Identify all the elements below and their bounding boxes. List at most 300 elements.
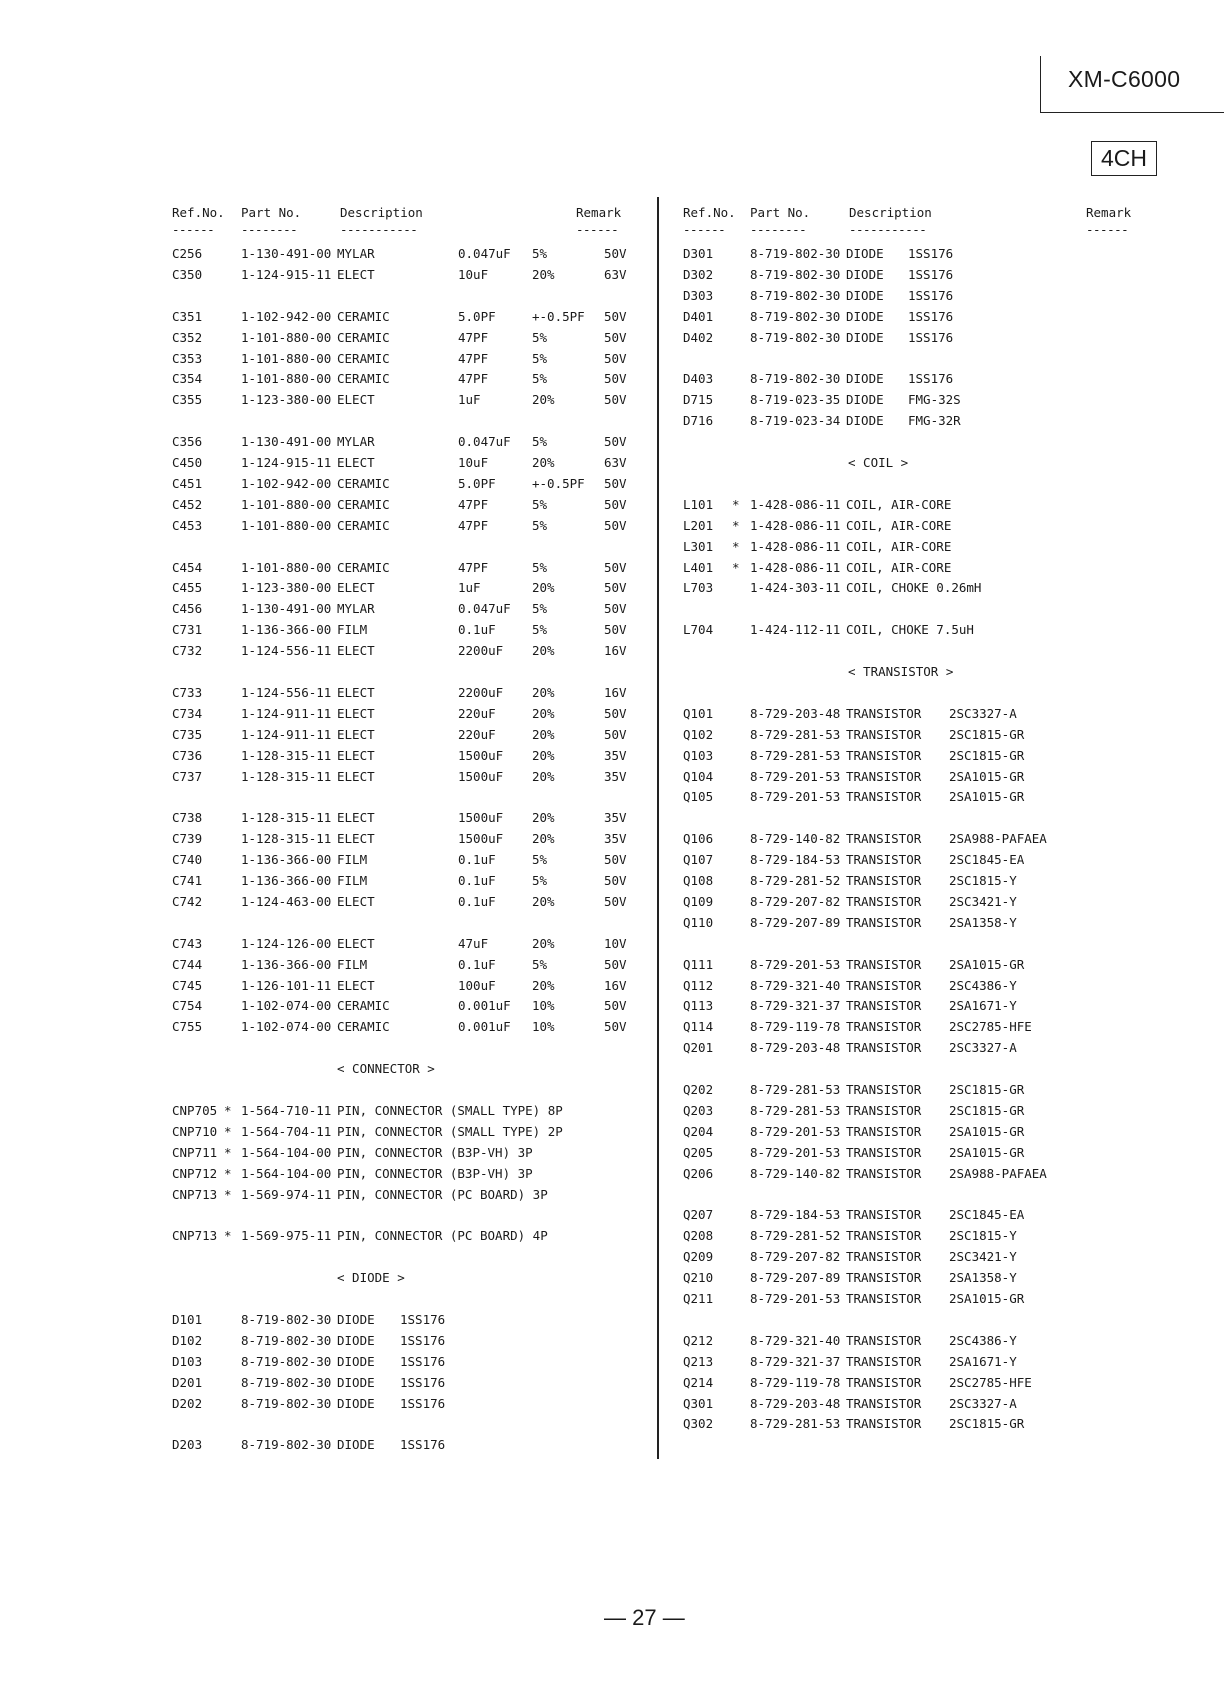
part-description: PIN, CONNECTOR (SMALL TYPE) 8P bbox=[337, 1103, 563, 1118]
part-type: TRANSISTOR bbox=[846, 978, 922, 993]
part-number: 1-101-880-00 bbox=[241, 518, 332, 533]
header-description: Description bbox=[849, 205, 932, 220]
part-value: 2SC1845-EA bbox=[949, 852, 1025, 867]
part-type: TRANSISTOR bbox=[846, 1354, 922, 1369]
part-type: TRANSISTOR bbox=[846, 873, 922, 888]
part-number: 1-101-880-00 bbox=[241, 351, 332, 366]
part-type: DIODE bbox=[846, 309, 884, 324]
part-number: 8-729-207-82 bbox=[750, 1249, 841, 1264]
ref-number: Q204 bbox=[683, 1124, 714, 1139]
safety-mark: * bbox=[224, 1228, 232, 1243]
ref-number: D301 bbox=[683, 246, 714, 261]
ref-number: C737 bbox=[172, 769, 203, 784]
part-voltage: 50V bbox=[604, 497, 627, 512]
ref-number: Q203 bbox=[683, 1103, 714, 1118]
part-voltage: 50V bbox=[604, 1019, 627, 1034]
part-number: 8-719-802-30 bbox=[241, 1333, 332, 1348]
part-number: 8-729-201-53 bbox=[750, 1145, 841, 1160]
part-type: TRANSISTOR bbox=[846, 1291, 922, 1306]
header-rule: -------- bbox=[750, 222, 807, 237]
part-type: DIODE bbox=[337, 1333, 375, 1348]
safety-mark: * bbox=[224, 1124, 232, 1139]
ref-number: Q104 bbox=[683, 769, 714, 784]
part-number: 1-564-104-00 bbox=[241, 1145, 332, 1160]
part-number: 8-729-184-53 bbox=[750, 1207, 841, 1222]
header-rule: ------ bbox=[1086, 222, 1129, 237]
part-tolerance: 20% bbox=[532, 748, 555, 763]
part-type: ELECT bbox=[337, 455, 375, 470]
part-type: TRANSISTOR bbox=[846, 852, 922, 867]
part-number: 8-729-321-37 bbox=[750, 1354, 841, 1369]
ref-number: C739 bbox=[172, 831, 203, 846]
ref-number: Q210 bbox=[683, 1270, 714, 1285]
part-value: 0.1uF bbox=[458, 957, 496, 972]
ref-number: Q105 bbox=[683, 789, 714, 804]
ref-number: C351 bbox=[172, 309, 203, 324]
part-number: 8-719-802-30 bbox=[750, 330, 841, 345]
part-voltage: 50V bbox=[604, 894, 627, 909]
part-value: 1uF bbox=[458, 392, 481, 407]
part-description: PIN, CONNECTOR (B3P-VH) 3P bbox=[337, 1166, 533, 1181]
ref-number: C731 bbox=[172, 622, 203, 637]
part-type: DIODE bbox=[337, 1437, 375, 1452]
part-tolerance: 20% bbox=[532, 580, 555, 595]
part-number: 1-136-366-00 bbox=[241, 873, 332, 888]
part-value: 1SS176 bbox=[400, 1354, 446, 1369]
ref-number: CNP712 bbox=[172, 1166, 218, 1181]
part-description: COIL, CHOKE 7.5uH bbox=[846, 622, 974, 637]
part-number: 1-124-915-11 bbox=[241, 267, 332, 282]
part-number: 8-729-321-40 bbox=[750, 978, 841, 993]
part-number: 1-428-086-11 bbox=[750, 518, 841, 533]
part-number: 1-128-315-11 bbox=[241, 748, 332, 763]
ref-number: C453 bbox=[172, 518, 203, 533]
part-tolerance: 5% bbox=[532, 497, 548, 512]
part-type: TRANSISTOR bbox=[846, 1145, 922, 1160]
part-value: 1uF bbox=[458, 580, 481, 595]
part-voltage: 50V bbox=[604, 560, 627, 575]
part-tolerance: 20% bbox=[532, 810, 555, 825]
ref-number: C355 bbox=[172, 392, 203, 407]
part-type: TRANSISTOR bbox=[846, 789, 922, 804]
part-value: 2SC2785-HFE bbox=[949, 1375, 1032, 1390]
part-voltage: 35V bbox=[604, 831, 627, 846]
safety-mark: * bbox=[224, 1103, 232, 1118]
ref-number: Q214 bbox=[683, 1375, 714, 1390]
part-value: 5.0PF bbox=[458, 476, 496, 491]
ref-number: D715 bbox=[683, 392, 714, 407]
ref-number: Q110 bbox=[683, 915, 714, 930]
part-number: 8-729-201-53 bbox=[750, 789, 841, 804]
part-value: 0.1uF bbox=[458, 622, 496, 637]
ref-number: Q211 bbox=[683, 1291, 714, 1306]
part-number: 8-719-802-30 bbox=[241, 1312, 332, 1327]
part-number: 1-564-710-11 bbox=[241, 1103, 332, 1118]
part-number: 1-124-911-11 bbox=[241, 706, 332, 721]
part-type: TRANSISTOR bbox=[846, 1416, 922, 1431]
part-value: 2200uF bbox=[458, 685, 504, 700]
ref-number: Q106 bbox=[683, 831, 714, 846]
part-type: TRANSISTOR bbox=[846, 769, 922, 784]
ref-number: Q112 bbox=[683, 978, 714, 993]
part-number: 1-428-086-11 bbox=[750, 560, 841, 575]
part-number: 1-101-880-00 bbox=[241, 330, 332, 345]
part-tolerance: 5% bbox=[532, 601, 548, 616]
page-number: — 27 — bbox=[604, 1605, 685, 1630]
part-number: 8-719-802-30 bbox=[241, 1375, 332, 1390]
part-number: 1-569-975-11 bbox=[241, 1228, 332, 1243]
part-number: 1-124-911-11 bbox=[241, 727, 332, 742]
part-type: DIODE bbox=[846, 246, 884, 261]
part-value: 2SC1815-GR bbox=[949, 727, 1025, 742]
part-number: 1-130-491-00 bbox=[241, 246, 332, 261]
part-voltage: 50V bbox=[604, 622, 627, 637]
part-number: 8-729-140-82 bbox=[750, 831, 841, 846]
part-voltage: 63V bbox=[604, 455, 627, 470]
part-value: 10uF bbox=[458, 455, 489, 470]
part-tolerance: 5% bbox=[532, 246, 548, 261]
part-type: TRANSISTOR bbox=[846, 1124, 922, 1139]
part-type: ELECT bbox=[337, 978, 375, 993]
section-heading: < TRANSISTOR > bbox=[848, 664, 954, 679]
ref-number: Q212 bbox=[683, 1333, 714, 1348]
section-heading: < CONNECTOR > bbox=[337, 1061, 435, 1076]
part-value: 2SA1015-GR bbox=[949, 789, 1025, 804]
part-type: CERAMIC bbox=[337, 1019, 390, 1034]
part-value: 2SC2785-HFE bbox=[949, 1019, 1032, 1034]
part-type: MYLAR bbox=[337, 434, 375, 449]
part-tolerance: 20% bbox=[532, 706, 555, 721]
safety-mark: * bbox=[732, 497, 740, 512]
part-tolerance: 20% bbox=[532, 769, 555, 784]
part-type: DIODE bbox=[337, 1312, 375, 1327]
part-type: TRANSISTOR bbox=[846, 957, 922, 972]
ref-number: D401 bbox=[683, 309, 714, 324]
part-value: 2SC1815-Y bbox=[949, 873, 1017, 888]
part-type: FILM bbox=[337, 873, 368, 888]
part-voltage: 50V bbox=[604, 601, 627, 616]
ref-number: C736 bbox=[172, 748, 203, 763]
part-number: 1-124-915-11 bbox=[241, 455, 332, 470]
part-voltage: 50V bbox=[604, 957, 627, 972]
part-type: TRANSISTOR bbox=[846, 706, 922, 721]
ref-number: Q301 bbox=[683, 1396, 714, 1411]
part-value: 1SS176 bbox=[400, 1396, 446, 1411]
part-number: 1-101-880-00 bbox=[241, 560, 332, 575]
part-number: 8-729-281-53 bbox=[750, 1082, 841, 1097]
ref-number: Q208 bbox=[683, 1228, 714, 1243]
part-number: 8-719-802-30 bbox=[750, 246, 841, 261]
part-type: CERAMIC bbox=[337, 330, 390, 345]
header-rule: ------ bbox=[172, 222, 215, 237]
part-type: CERAMIC bbox=[337, 497, 390, 512]
part-number: 1-124-556-11 bbox=[241, 685, 332, 700]
header-rule: ----------- bbox=[340, 222, 418, 237]
part-number: 1-564-704-11 bbox=[241, 1124, 332, 1139]
ref-number: C450 bbox=[172, 455, 203, 470]
part-value: 1500uF bbox=[458, 748, 504, 763]
header-rule: ----------- bbox=[849, 222, 927, 237]
part-value: 0.047uF bbox=[458, 246, 511, 261]
ref-number: C733 bbox=[172, 685, 203, 700]
ref-number: D203 bbox=[172, 1437, 203, 1452]
part-type: CERAMIC bbox=[337, 560, 390, 575]
part-value: 5.0PF bbox=[458, 309, 496, 324]
part-type: TRANSISTOR bbox=[846, 748, 922, 763]
ref-number: Q213 bbox=[683, 1354, 714, 1369]
part-type: DIODE bbox=[337, 1375, 375, 1390]
part-number: 1-102-074-00 bbox=[241, 998, 332, 1013]
part-value: 1SS176 bbox=[908, 330, 954, 345]
part-tolerance: 20% bbox=[532, 894, 555, 909]
part-type: DIODE bbox=[846, 392, 884, 407]
part-type: FILM bbox=[337, 957, 368, 972]
part-tolerance: 20% bbox=[532, 643, 555, 658]
part-number: 1-128-315-11 bbox=[241, 810, 332, 825]
part-number: 8-729-140-82 bbox=[750, 1166, 841, 1181]
part-value: 2SC1815-GR bbox=[949, 748, 1025, 763]
ref-number: L703 bbox=[683, 580, 714, 595]
part-type: TRANSISTOR bbox=[846, 1249, 922, 1264]
part-number: 8-729-207-89 bbox=[750, 915, 841, 930]
part-type: CERAMIC bbox=[337, 371, 390, 386]
part-number: 8-719-802-30 bbox=[241, 1437, 332, 1452]
part-type: ELECT bbox=[337, 936, 375, 951]
part-number: 8-719-802-30 bbox=[750, 309, 841, 324]
part-type: ELECT bbox=[337, 831, 375, 846]
part-type: TRANSISTOR bbox=[846, 915, 922, 930]
part-value: 1SS176 bbox=[400, 1375, 446, 1390]
part-number: 1-123-380-00 bbox=[241, 580, 332, 595]
part-value: 2SA1015-GR bbox=[949, 1291, 1025, 1306]
ref-number: C742 bbox=[172, 894, 203, 909]
part-value: 1SS176 bbox=[908, 246, 954, 261]
part-type: ELECT bbox=[337, 727, 375, 742]
part-type: TRANSISTOR bbox=[846, 1103, 922, 1118]
ref-number: C740 bbox=[172, 852, 203, 867]
part-number: 8-729-201-53 bbox=[750, 1124, 841, 1139]
part-voltage: 10V bbox=[604, 936, 627, 951]
ref-number: C735 bbox=[172, 727, 203, 742]
part-tolerance: 5% bbox=[532, 434, 548, 449]
part-type: ELECT bbox=[337, 748, 375, 763]
ref-number: D202 bbox=[172, 1396, 203, 1411]
part-type: DIODE bbox=[846, 288, 884, 303]
ref-number: C738 bbox=[172, 810, 203, 825]
part-description: PIN, CONNECTOR (SMALL TYPE) 2P bbox=[337, 1124, 563, 1139]
part-number: 1-128-315-11 bbox=[241, 831, 332, 846]
header-rule: -------- bbox=[241, 222, 298, 237]
part-type: ELECT bbox=[337, 580, 375, 595]
part-description: COIL, AIR-CORE bbox=[846, 518, 952, 533]
part-tolerance: 20% bbox=[532, 267, 555, 282]
part-number: 8-729-281-53 bbox=[750, 727, 841, 742]
part-type: FILM bbox=[337, 622, 368, 637]
part-number: 8-719-802-30 bbox=[750, 371, 841, 386]
column-divider bbox=[657, 197, 659, 1459]
part-tolerance: 20% bbox=[532, 392, 555, 407]
part-number: 1-123-380-00 bbox=[241, 392, 332, 407]
ref-number: Q101 bbox=[683, 706, 714, 721]
part-value: 220uF bbox=[458, 727, 496, 742]
part-type: TRANSISTOR bbox=[846, 894, 922, 909]
part-value: 2SC1815-GR bbox=[949, 1082, 1025, 1097]
part-value: 0.001uF bbox=[458, 998, 511, 1013]
part-type: CERAMIC bbox=[337, 518, 390, 533]
part-value: 2SC3327-A bbox=[949, 1040, 1017, 1055]
part-tolerance: 20% bbox=[532, 936, 555, 951]
part-description: COIL, AIR-CORE bbox=[846, 497, 952, 512]
ref-number: Q103 bbox=[683, 748, 714, 763]
ref-number: C743 bbox=[172, 936, 203, 951]
part-number: 8-719-802-30 bbox=[750, 288, 841, 303]
part-value: 47PF bbox=[458, 371, 489, 386]
part-value: FMG-32R bbox=[908, 413, 961, 428]
part-value: FMG-32S bbox=[908, 392, 961, 407]
part-value: 1SS176 bbox=[908, 371, 954, 386]
part-number: 8-729-207-82 bbox=[750, 894, 841, 909]
header-remark: Remark bbox=[1086, 205, 1132, 220]
part-tolerance: 5% bbox=[532, 622, 548, 637]
part-voltage: 50V bbox=[604, 371, 627, 386]
part-type: TRANSISTOR bbox=[846, 1333, 922, 1348]
part-voltage: 35V bbox=[604, 769, 627, 784]
part-value: 2SC3421-Y bbox=[949, 1249, 1017, 1264]
part-tolerance: 20% bbox=[532, 978, 555, 993]
part-number: 8-719-023-35 bbox=[750, 392, 841, 407]
header-rule: ------ bbox=[576, 222, 619, 237]
part-voltage: 50V bbox=[604, 330, 627, 345]
part-value: 1SS176 bbox=[908, 309, 954, 324]
part-voltage: 63V bbox=[604, 267, 627, 282]
part-voltage: 50V bbox=[604, 309, 627, 324]
ref-number: C456 bbox=[172, 601, 203, 616]
ref-number: C452 bbox=[172, 497, 203, 512]
part-value: 2SC3327-A bbox=[949, 1396, 1017, 1411]
ref-number: C353 bbox=[172, 351, 203, 366]
part-type: ELECT bbox=[337, 643, 375, 658]
safety-mark: * bbox=[224, 1166, 232, 1181]
part-type: TRANSISTOR bbox=[846, 1019, 922, 1034]
part-value: 2SA1671-Y bbox=[949, 1354, 1017, 1369]
part-voltage: 16V bbox=[604, 643, 627, 658]
part-number: 8-719-802-30 bbox=[750, 267, 841, 282]
part-tolerance: 10% bbox=[532, 1019, 555, 1034]
ref-number: C352 bbox=[172, 330, 203, 345]
part-number: 8-729-207-89 bbox=[750, 1270, 841, 1285]
ref-number: Q114 bbox=[683, 1019, 714, 1034]
part-value: 2SC1815-Y bbox=[949, 1228, 1017, 1243]
part-value: 1SS176 bbox=[400, 1437, 446, 1452]
part-type: ELECT bbox=[337, 706, 375, 721]
ref-number: C744 bbox=[172, 957, 203, 972]
part-type: ELECT bbox=[337, 685, 375, 700]
part-tolerance: 20% bbox=[532, 727, 555, 742]
part-type: TRANSISTOR bbox=[846, 1270, 922, 1285]
part-value: 2SA988-PAFAEA bbox=[949, 831, 1047, 846]
part-type: CERAMIC bbox=[337, 351, 390, 366]
part-number: 1-102-942-00 bbox=[241, 476, 332, 491]
part-number: 1-428-086-11 bbox=[750, 497, 841, 512]
ref-number: Q206 bbox=[683, 1166, 714, 1181]
part-number: 1-101-880-00 bbox=[241, 497, 332, 512]
ref-number: C350 bbox=[172, 267, 203, 282]
part-value: 1SS176 bbox=[400, 1312, 446, 1327]
part-number: 1-102-942-00 bbox=[241, 309, 332, 324]
part-voltage: 50V bbox=[604, 852, 627, 867]
ref-number: L301 bbox=[683, 539, 714, 554]
part-type: ELECT bbox=[337, 392, 375, 407]
part-number: 8-719-802-30 bbox=[241, 1354, 332, 1369]
part-value: 2SC3327-A bbox=[949, 706, 1017, 721]
ref-number: D716 bbox=[683, 413, 714, 428]
part-number: 1-564-104-00 bbox=[241, 1166, 332, 1181]
part-description: PIN, CONNECTOR (B3P-VH) 3P bbox=[337, 1145, 533, 1160]
part-value: 47PF bbox=[458, 518, 489, 533]
part-value: 100uF bbox=[458, 978, 496, 993]
part-type: MYLAR bbox=[337, 601, 375, 616]
part-type: DIODE bbox=[846, 330, 884, 345]
part-voltage: 50V bbox=[604, 476, 627, 491]
safety-mark: * bbox=[732, 560, 740, 575]
ref-number: Q113 bbox=[683, 998, 714, 1013]
part-value: 2SA1015-GR bbox=[949, 957, 1025, 972]
part-value: 0.1uF bbox=[458, 852, 496, 867]
part-value: 2SC3421-Y bbox=[949, 894, 1017, 909]
part-type: DIODE bbox=[846, 413, 884, 428]
ref-number: L101 bbox=[683, 497, 714, 512]
part-voltage: 50V bbox=[604, 434, 627, 449]
part-description: COIL, CHOKE 0.26mH bbox=[846, 580, 982, 595]
part-type: TRANSISTOR bbox=[846, 1375, 922, 1390]
part-number: 8-729-201-53 bbox=[750, 769, 841, 784]
part-voltage: 35V bbox=[604, 810, 627, 825]
part-value: 2200uF bbox=[458, 643, 504, 658]
part-description: COIL, AIR-CORE bbox=[846, 539, 952, 554]
part-value: 1500uF bbox=[458, 831, 504, 846]
part-value: 0.1uF bbox=[458, 873, 496, 888]
part-number: 8-729-119-78 bbox=[750, 1375, 841, 1390]
ref-number: D101 bbox=[172, 1312, 203, 1327]
part-tolerance: 5% bbox=[532, 873, 548, 888]
part-voltage: 50V bbox=[604, 580, 627, 595]
ref-number: C734 bbox=[172, 706, 203, 721]
part-voltage: 50V bbox=[604, 998, 627, 1013]
ref-number: D302 bbox=[683, 267, 714, 282]
part-value: 2SC4386-Y bbox=[949, 978, 1017, 993]
part-type: TRANSISTOR bbox=[846, 1396, 922, 1411]
header-part: Part No. bbox=[750, 205, 811, 220]
part-number: 1-428-086-11 bbox=[750, 539, 841, 554]
part-tolerance: 20% bbox=[532, 831, 555, 846]
part-type: TRANSISTOR bbox=[846, 1040, 922, 1055]
part-voltage: 50V bbox=[604, 518, 627, 533]
part-tolerance: 5% bbox=[532, 518, 548, 533]
part-number: 1-124-556-11 bbox=[241, 643, 332, 658]
part-type: TRANSISTOR bbox=[846, 1166, 922, 1181]
ref-number: C754 bbox=[172, 998, 203, 1013]
part-number: 1-136-366-00 bbox=[241, 622, 332, 637]
ref-number: C455 bbox=[172, 580, 203, 595]
part-value: 2SC4386-Y bbox=[949, 1333, 1017, 1348]
part-number: 8-729-201-53 bbox=[750, 957, 841, 972]
header-remark: Remark bbox=[576, 205, 622, 220]
ref-number: L401 bbox=[683, 560, 714, 575]
part-type: TRANSISTOR bbox=[846, 1082, 922, 1097]
part-type: TRANSISTOR bbox=[846, 727, 922, 742]
ref-number: C741 bbox=[172, 873, 203, 888]
safety-mark: * bbox=[224, 1187, 232, 1202]
